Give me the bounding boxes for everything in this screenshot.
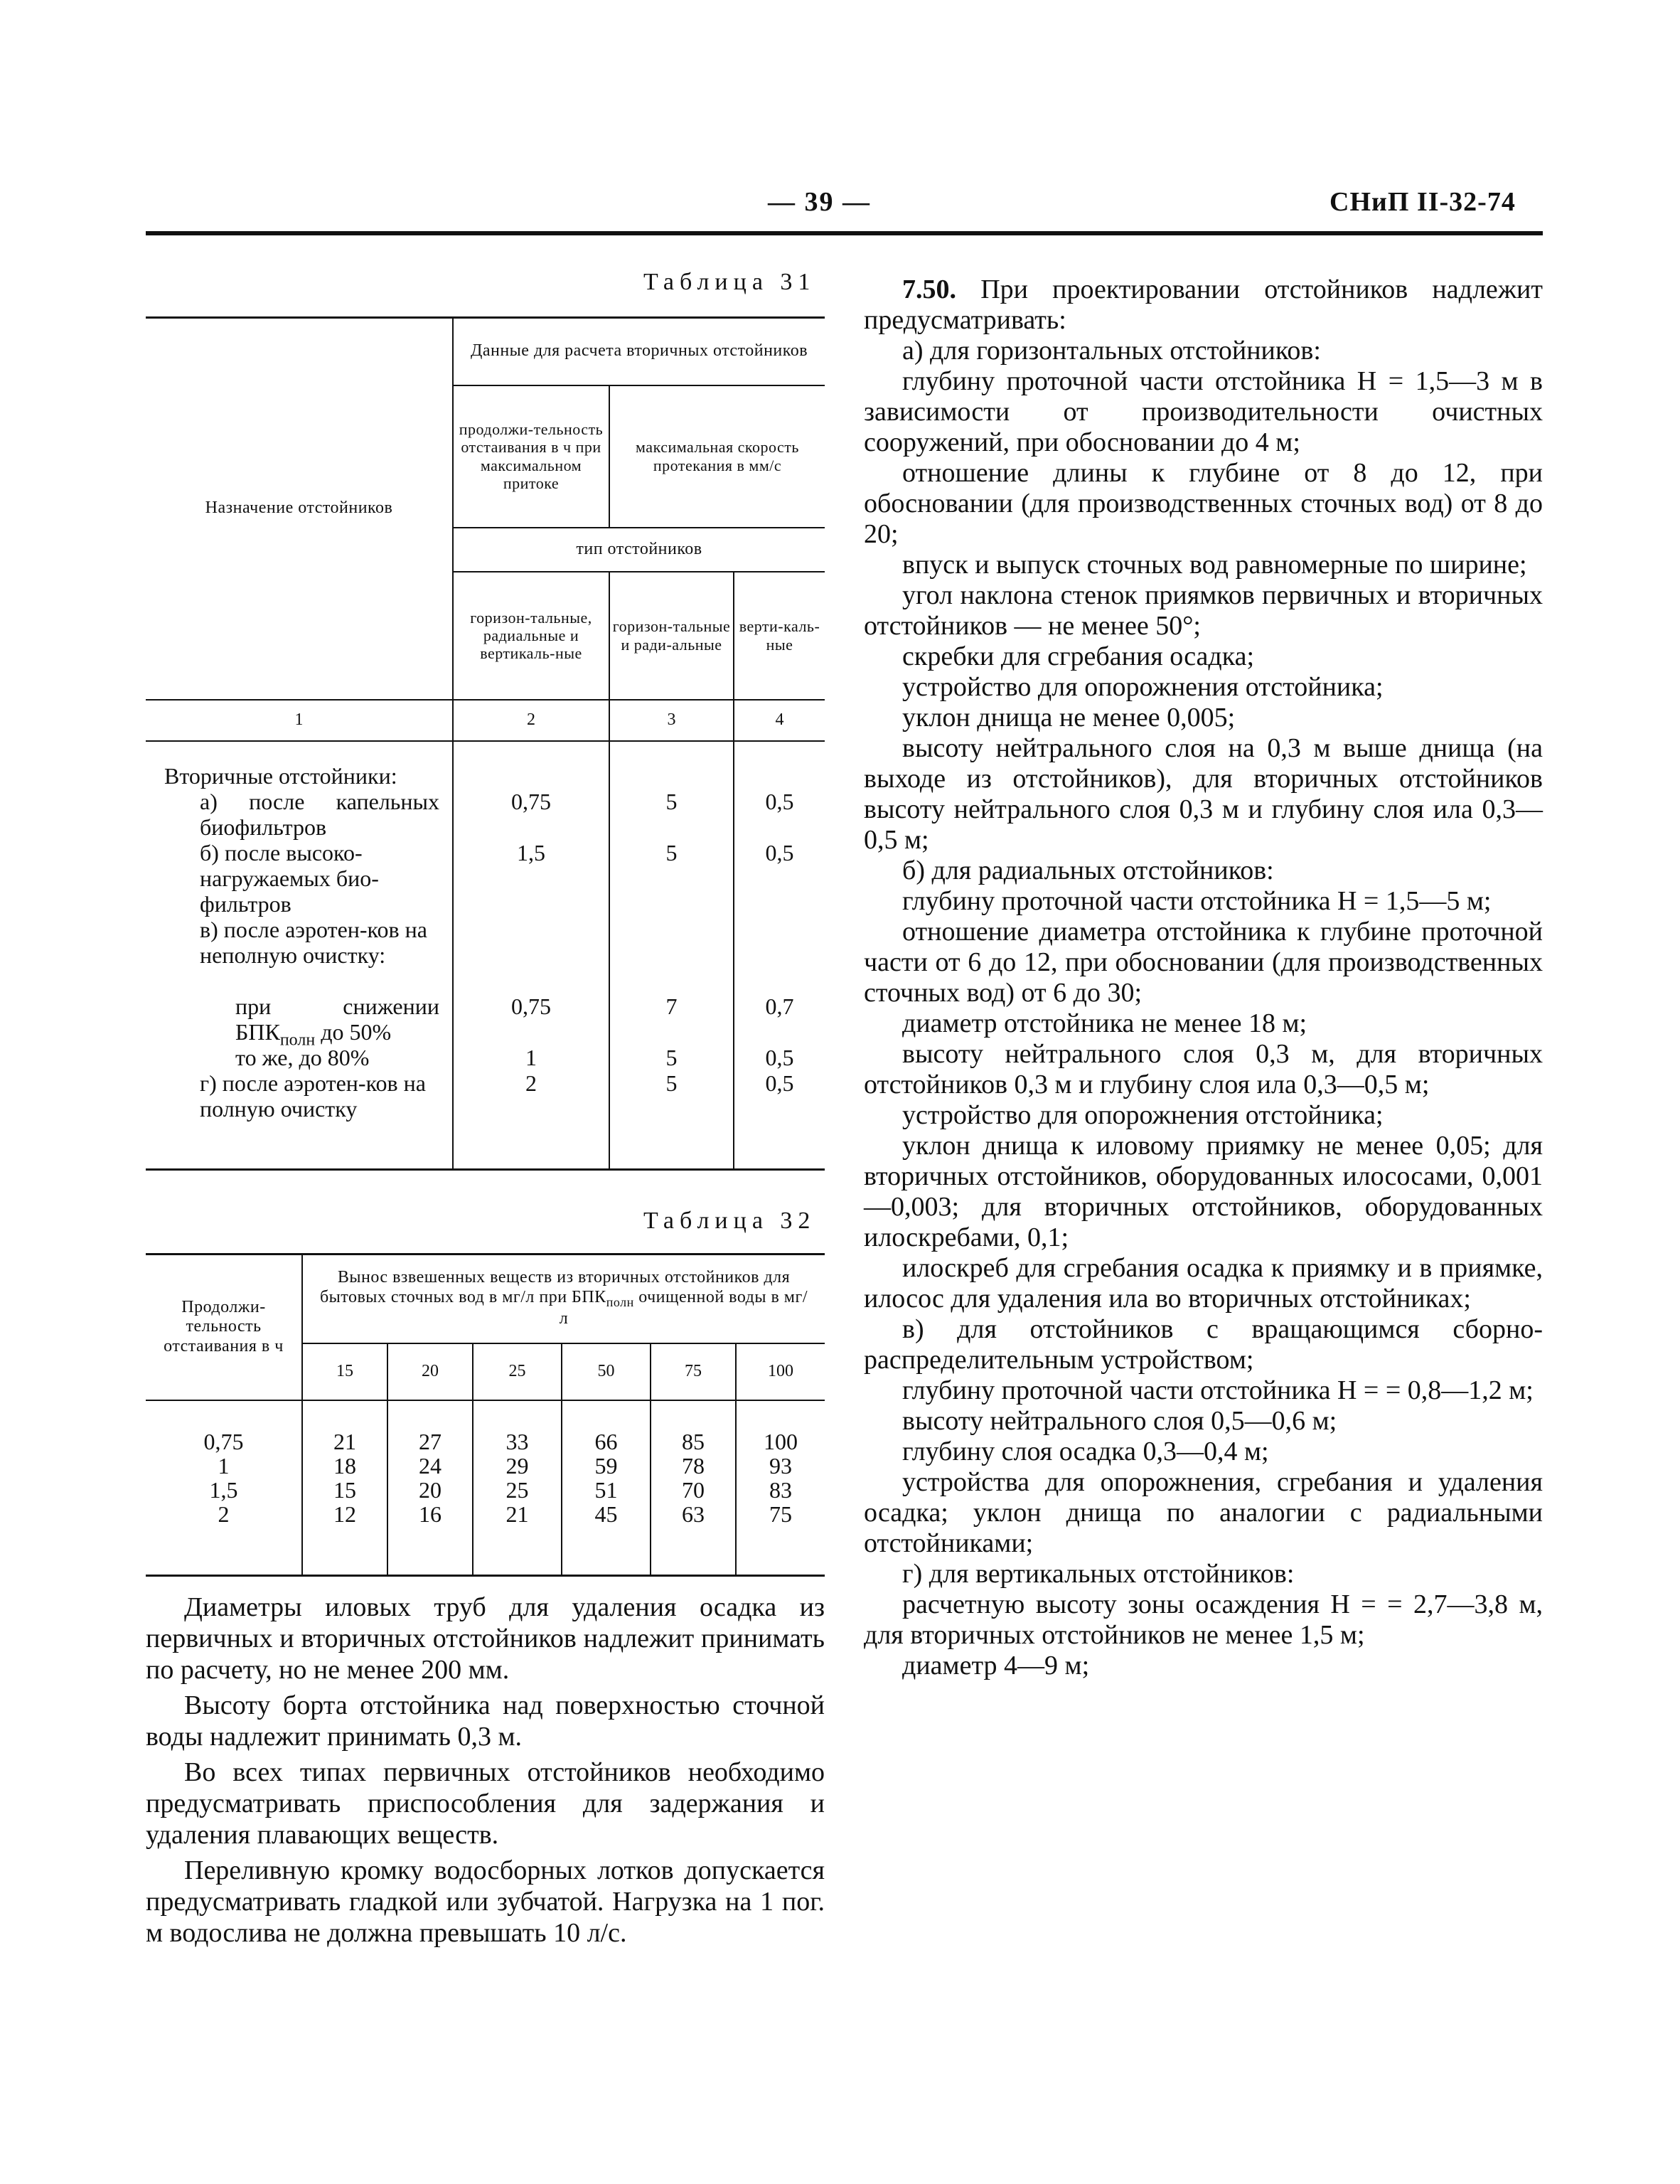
table32-group-header-sub: полн: [606, 1294, 634, 1309]
table31-values-col3: [609, 741, 734, 1170]
paragraph: высоту нейтрального слоя 0,3 м, для вторичных отстойников 0,3 м и глубину слоя ила 0,3—0,5 м;: [864, 1039, 1543, 1099]
table32-cell: 78: [682, 1452, 705, 1479]
table32-duration: 0,75: [203, 1428, 244, 1454]
table32-cell: 21: [505, 1501, 529, 1527]
paragraph: высоту нейтрального слоя 0,5—0,6 м;: [902, 1406, 1337, 1436]
table32-cell: 75: [769, 1501, 792, 1527]
right-text-block: [864, 275, 1543, 1681]
table31-type2: горизон-тальные и ради-альные: [609, 572, 734, 700]
clause-number: 7.50.: [902, 275, 956, 304]
paragraph: скребки для сгребания осадка;: [902, 641, 1255, 671]
table32-cell: 51: [594, 1476, 618, 1503]
table31-colnum: 3: [609, 700, 734, 741]
table31-colnum: 4: [734, 700, 825, 741]
table32-group-header-b: очищенной воды в мг/л: [559, 1288, 808, 1328]
table31-row-label: а) после капельных биофильтров: [200, 788, 439, 840]
table32-duration: 1: [218, 1452, 230, 1479]
paragraph: глубину проточной части отстойника H = 1,5—5 м;: [902, 886, 1492, 916]
table31-row-label: б) после высоко-нагружаемых био-фильтров: [200, 839, 379, 917]
table31-sub2-header: максимальная скорость протекания в мм/с: [609, 385, 825, 528]
table32-cell: 25: [505, 1476, 529, 1503]
paragraph: Диаметры иловых труб для удаления осадка из первичных и вторичных отстойников надлежит принимать по расчету, но не менее 200 мм.: [146, 1592, 825, 1685]
paragraph: уклон днища к иловому приямку не менее 0,05; для вторичных отстойников, оборудованных илососами, 0,001—0,003; для вторичных отстойников, оборудованных илоскребами, 0,1;: [864, 1131, 1543, 1252]
table31-row-label-sub: полн: [279, 1030, 316, 1049]
table31-row-label: то же, до 80%: [235, 1044, 370, 1070]
table32-duration: 2: [218, 1501, 230, 1527]
table32-cell: 29: [505, 1452, 529, 1479]
paragraph: впуск и выпуск сточных вод равномерные по ширине;: [902, 550, 1527, 580]
table32-bpk-header: 25: [473, 1343, 562, 1400]
paragraph: глубину проточной части отстойника H = = 0,8—1,2 м;: [902, 1375, 1534, 1405]
paragraph: устройство для опорожнения отстойника;: [902, 672, 1384, 702]
paragraph: б) для радиальных отстойников:: [902, 856, 1274, 885]
paragraph: угол наклона стенок приямков первичных и вторичных отстойников — не менее 50°;: [864, 580, 1543, 641]
table31-colnum: 2: [453, 700, 609, 741]
paragraph: устройства для опорожнения, сгребания и удаления осадка; уклон днища по аналогии с радиальными отстойниками;: [864, 1467, 1543, 1558]
paragraph: в) для отстойников с вращающимся сборно-распределительным устройством;: [864, 1314, 1543, 1375]
table31-row-label: г) после аэротен-ков на полную очистку: [200, 1070, 426, 1122]
paragraph: глубину слоя осадка 0,3—0,4 м;: [902, 1437, 1269, 1466]
table32-cell: 63: [682, 1501, 705, 1527]
table-31: [146, 316, 825, 1171]
paragraph: расчетную высоту зоны осаждения H = = 2,7—3,8 м, для вторичных отстойников не менее 1,5 м;: [864, 1589, 1543, 1650]
table32-bpk-header: 100: [736, 1343, 825, 1400]
paragraph: илоскреб для сгребания осадка к приямку и в приямке, илосос для удаления ила во вторичных отстойниках;: [864, 1253, 1543, 1314]
table31-values-col4: [734, 741, 825, 1170]
table31-cell: 0,5: [765, 1070, 794, 1096]
table31-cell: 0,5: [765, 1044, 794, 1070]
table32-bpk-header: 20: [387, 1343, 473, 1400]
table31-cell: 0,5: [765, 839, 794, 865]
table32-duration: 1,5: [209, 1476, 238, 1503]
table32-group-header-a: Вынос взвешенных веществ из вторичных отстойников для бытовых сточных вод в мг/л при БПК: [319, 1268, 791, 1306]
table32-col-100: [736, 1400, 825, 1576]
table31-cell: 0,75: [511, 993, 551, 1019]
table31-cell: 5: [665, 1044, 678, 1070]
table32-cell: 93: [769, 1452, 792, 1479]
clause-intro: При проектировании отстойников надлежит предусматривать:: [864, 275, 1543, 335]
paragraph: диаметр 4—9 м;: [902, 1651, 1090, 1680]
table32-col1-header: Продолжи-тельность отстаивания в ч: [146, 1255, 302, 1400]
table32-col-25: [473, 1400, 562, 1576]
paragraph: а) для горизонтальных отстойников:: [902, 336, 1321, 366]
table32-cell: 70: [682, 1476, 705, 1503]
header-rule: [146, 231, 1543, 235]
table32-cell: 12: [333, 1501, 356, 1527]
table31-cell: 5: [665, 839, 678, 865]
paragraph: Переливную кромку водосборных лотков допускается предусматривать гладкой или зубчатой. Нагрузка на 1 пог. м водослива не должна превышать 10 л/с.: [146, 1855, 825, 1948]
table31-row-label-bpk: БПК: [235, 1018, 280, 1045]
paragraph: высоту нейтрального слоя на 0,3 м выше днища (на выходе из отстойников), для вторичных отстойников высоту нейтрального слоя 0,3 м и глубину слоя ила 0,3—0,5 м;: [864, 733, 1543, 855]
table32-cell: 100: [764, 1428, 798, 1454]
table31-row-label: в) после аэротен-ков на неполную очистку:: [200, 916, 427, 968]
paragraph: диаметр отстойника не менее 18 м;: [902, 1008, 1307, 1038]
table31-group-label: Вторичные отстойники:: [164, 762, 397, 789]
table32-cell: 85: [682, 1428, 705, 1454]
left-text-block: [146, 1592, 825, 1949]
paragraph: отношение длины к глубине от 8 до 12, при обосновании (для производственных сточных вод) от 8 до 20;: [864, 458, 1543, 549]
table32-cell: 33: [505, 1428, 529, 1454]
table32-cell: 24: [419, 1452, 442, 1479]
table32-group-header: [302, 1255, 825, 1343]
table31-type-header: тип отстойников: [453, 528, 825, 572]
table31-cell: 1: [525, 1044, 537, 1070]
table-32: [146, 1253, 825, 1577]
table31-type1: горизон-тальные, радиальные и вертикаль-ные: [453, 572, 609, 700]
table31-cell: 2: [525, 1070, 537, 1096]
table31-col1-header: Назначение отстойников: [146, 318, 453, 700]
table32-col-50: [562, 1400, 651, 1576]
paragraph: отношение диаметра отстойника к глубине проточной части от 6 до 12, при обосновании (для производственных сточных вод) от 6 до 30;: [864, 917, 1543, 1008]
paragraph: глубину проточной части отстойника H = 1,5—3 м в зависимости от производительности очистных сооружений, при обосновании до 4 м;: [864, 366, 1543, 457]
table32-col-75: [651, 1400, 736, 1576]
table32-cell: 45: [594, 1501, 618, 1527]
table32-durations: [146, 1400, 302, 1576]
table32-bpk-header: 75: [651, 1343, 736, 1400]
table32-col-15: [302, 1400, 387, 1576]
table32-cell: 66: [594, 1428, 618, 1454]
paragraph: Во всех типах первичных отстойников необходимо предусматривать приспособления для задержания и удаления плавающих веществ.: [146, 1757, 825, 1850]
table31-cell: 0,7: [765, 993, 794, 1019]
table32-cell: 27: [419, 1428, 442, 1454]
table32-cell: 16: [419, 1501, 442, 1527]
table31-caption: Таблица 31: [643, 269, 816, 295]
paragraph: устройство для опорожнения отстойника;: [902, 1100, 1384, 1130]
table32-cell: 21: [333, 1428, 356, 1454]
table32-cell: 59: [594, 1452, 618, 1479]
paragraph: г) для вертикальных отстойников:: [902, 1559, 1295, 1589]
table32-bpk-header: 50: [562, 1343, 651, 1400]
table32-cell: 20: [419, 1476, 442, 1503]
page-number: — 39 —: [768, 187, 871, 217]
table31-row-label: при снижении: [235, 993, 439, 1019]
table32-col-20: [387, 1400, 473, 1576]
table31-row-labels: [146, 741, 453, 1170]
table31-sub1-header: продолжи-тельность отстаивания в ч при максимальном притоке: [453, 385, 609, 528]
table31-group-header: Данные для расчета вторичных отстойников: [453, 318, 825, 385]
paragraph: уклон днища не менее 0,005;: [902, 703, 1236, 733]
table31-cell: 1,5: [517, 839, 545, 865]
table32-caption: Таблица 32: [643, 1208, 816, 1234]
table31-colnum: 1: [146, 700, 453, 741]
table32-cell: 15: [333, 1476, 356, 1503]
table32-cell: 18: [333, 1452, 356, 1479]
table31-cell: 0,5: [765, 788, 794, 814]
table31-cell: 5: [665, 788, 678, 814]
table31-row-label-tail: до 50%: [315, 1018, 392, 1045]
table31-cell: 7: [665, 993, 678, 1019]
document-code: СНиП II-32-74: [1329, 187, 1516, 217]
table31-cell: 5: [665, 1070, 678, 1096]
table31-cell: 0,75: [511, 788, 551, 814]
paragraph: Высоту борта отстойника над поверхностью сточной воды надлежит принимать 0,3 м.: [146, 1690, 825, 1752]
table31-values-col2: [453, 741, 609, 1170]
table31-type3: верти-каль-ные: [739, 617, 820, 654]
table32-bpk-header: 15: [302, 1343, 387, 1400]
table32-cell: 83: [769, 1476, 792, 1503]
